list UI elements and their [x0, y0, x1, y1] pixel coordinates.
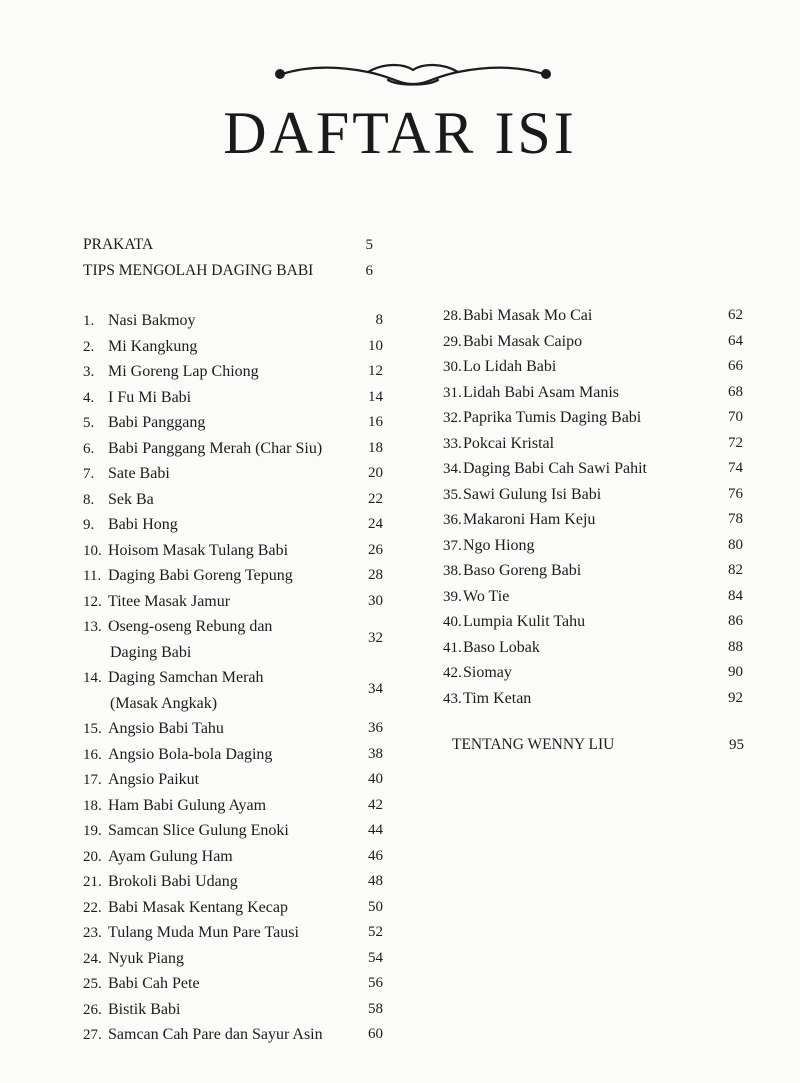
entry-label: Wo Tie [463, 587, 510, 605]
entry-number: 18. [83, 797, 102, 814]
entry-page: 18 [368, 439, 383, 456]
entry-label: Babi Hong [108, 516, 178, 533]
toc-entry[interactable] [83, 308, 383, 334]
entry-label: Ham Babi Gulung Ayam [108, 796, 267, 814]
entry-page: 92 [728, 689, 743, 706]
entry-page: 5 [365, 237, 373, 253]
toc-entry[interactable] [443, 405, 743, 431]
entry-page: 32 [368, 630, 383, 646]
toc-column-1 [83, 308, 383, 1048]
entry-number: 8. [83, 491, 95, 508]
toc-entry[interactable] [83, 869, 383, 895]
entry-number: 14. [83, 670, 102, 686]
entry-page: 12 [368, 363, 383, 379]
entry-page: 34 [368, 681, 383, 697]
entry-number: 10. [83, 542, 102, 559]
entry-page: 48 [368, 873, 383, 889]
entry-number: 29. [443, 333, 462, 350]
entry-label: Daging Babi Cah Sawi Pahit [463, 460, 647, 477]
toc-entry[interactable] [83, 818, 383, 844]
entry-number: 16. [83, 746, 102, 763]
toc-entry[interactable] [83, 334, 383, 360]
toc-entry[interactable] [83, 767, 383, 793]
toc-entry[interactable] [83, 461, 383, 487]
toc-entry[interactable] [443, 558, 743, 584]
entry-label: Tulang Muda Mun Pare Tausi [108, 924, 299, 941]
entry-page: 70 [728, 409, 743, 425]
entry-label: Lumpia Kulit Tahu [463, 613, 586, 630]
toc-entry[interactable] [83, 436, 383, 462]
entry-page: 10 [368, 337, 383, 354]
entry-number: 12. [83, 593, 102, 610]
entry-label: Babi Cah Pete [108, 975, 200, 992]
toc-entry[interactable] [83, 971, 383, 997]
entry-label: Angsio Babi Tahu [108, 720, 224, 737]
entry-label: Titee Masak Jamur [108, 592, 231, 610]
entry-number: 2. [83, 338, 95, 355]
toc-entry[interactable] [83, 410, 383, 436]
entry-page: 22 [368, 490, 383, 507]
entry-number: 43. [443, 690, 462, 707]
entry-label: Babi Panggang [108, 414, 206, 431]
entry-label: Nasi Bakmoy [108, 312, 196, 329]
toc-entry[interactable] [83, 589, 383, 615]
toc-entry[interactable] [83, 538, 383, 564]
entry-page: 14 [368, 388, 383, 405]
toc-entry[interactable] [443, 660, 743, 686]
entry-label: I Fu Mi Babi [108, 388, 192, 406]
entry-page: 36 [368, 720, 383, 736]
entry-label: Pokcai Kristal [463, 434, 555, 452]
entry-label-continued: Daging Babi [110, 643, 192, 661]
entry-label: Baso Goreng Babi [463, 562, 582, 579]
entry-label: Babi Masak Mo Cai [463, 307, 593, 324]
entry-number: 27. [83, 1027, 102, 1043]
entry-label: Baso Lobak [463, 638, 540, 656]
entry-page: 84 [728, 587, 743, 604]
entry-page: 24 [368, 516, 383, 532]
entry-page: 42 [368, 796, 383, 813]
entry-page: 80 [728, 536, 743, 553]
entry-page: 90 [728, 664, 743, 680]
toc-entry[interactable] [443, 303, 743, 329]
toc-entry[interactable] [83, 665, 383, 716]
entry-label: Angsio Bola-bola Daging [108, 745, 273, 763]
entry-label: Bistik Babi [108, 1000, 181, 1018]
entry-page: 72 [728, 434, 743, 451]
entry-page: 52 [368, 924, 383, 940]
toc-entry[interactable] [83, 614, 383, 665]
toc-entry[interactable] [443, 482, 743, 508]
entry-label: TIPS MENGOLAH DAGING BABI [83, 262, 314, 279]
toc-entry[interactable] [83, 716, 383, 742]
entry-page: 60 [368, 1026, 383, 1042]
toc-entry[interactable] [83, 793, 383, 819]
entry-page: 38 [368, 745, 383, 762]
toc-entry-prakata[interactable] [83, 232, 383, 258]
entry-number: 22. [83, 899, 102, 916]
entry-page: 44 [368, 822, 383, 838]
entry-label: Lo Lidah Babi [463, 358, 557, 375]
entry-number: 34. [443, 461, 462, 477]
entry-page: 88 [728, 638, 743, 655]
entry-label: Brokoli Babi Udang [108, 873, 238, 890]
entry-page: 16 [368, 414, 383, 430]
entry-number: 3. [83, 364, 95, 380]
entry-page: 8 [375, 312, 383, 328]
toc-entry-tips[interactable] [83, 258, 383, 284]
entry-number: 41. [443, 639, 462, 656]
entry-number: 32. [443, 410, 462, 426]
toc-entry[interactable] [83, 1022, 383, 1048]
entry-label: Daging Samchan Merah [108, 669, 264, 686]
entry-label: Babi Masak Kentang Kecap [108, 898, 288, 916]
entry-label: Babi Masak Caipo [463, 332, 583, 350]
entry-number: 33. [443, 435, 462, 452]
page-title: DAFTAR ISI [223, 100, 577, 166]
entry-number: 31. [443, 384, 462, 401]
toc-entry[interactable] [443, 380, 743, 406]
entry-number: 20. [83, 848, 102, 865]
entry-label: Ngo Hiong [463, 536, 535, 554]
entry-number: 23. [83, 925, 102, 941]
toc-entry[interactable] [83, 997, 383, 1023]
entry-number: 26. [83, 1001, 102, 1018]
entry-page: 40 [368, 771, 383, 787]
entry-page: 50 [368, 898, 383, 915]
entry-label: Samcan Slice Gulung Enoki [108, 822, 289, 839]
entry-page: 74 [728, 460, 743, 476]
entry-number: 24. [83, 950, 102, 967]
entry-page: 78 [728, 511, 743, 527]
entry-label: Oseng-oseng Rebung dan [108, 618, 273, 635]
entry-number: 15. [83, 721, 102, 737]
entry-number: 28. [443, 308, 462, 324]
toc-entry[interactable] [443, 609, 743, 635]
entry-page: 62 [728, 307, 743, 323]
toc-entry[interactable] [83, 385, 383, 411]
entry-page: 64 [728, 332, 743, 349]
entry-page: 95 [729, 737, 744, 753]
entry-page: 30 [368, 592, 383, 609]
entry-label: Nyuk Piang [108, 949, 184, 967]
toc-entry[interactable] [83, 920, 383, 946]
entry-number: 11. [83, 568, 102, 584]
entry-number: 37. [443, 537, 462, 554]
entry-number: 40. [443, 614, 462, 630]
entry-page: 26 [368, 541, 383, 558]
toc-entry[interactable] [83, 359, 383, 385]
entry-label: Babi Panggang Merah (Char Siu) [108, 439, 323, 457]
scroll-ornament-icon [268, 58, 558, 92]
entry-number: 9. [83, 517, 95, 533]
entry-number: 39. [443, 588, 462, 605]
entry-page: 68 [728, 383, 743, 400]
entry-number: 1. [83, 313, 95, 329]
toc-entry[interactable] [83, 487, 383, 513]
entry-number: 30. [443, 359, 462, 375]
toc-entry[interactable] [443, 584, 743, 610]
entry-label: Mi Kangkung [108, 337, 198, 355]
entry-label: Paprika Tumis Daging Babi [463, 409, 642, 426]
entry-number: 17. [83, 772, 102, 788]
front-matter [83, 232, 383, 284]
toc-entry[interactable] [83, 844, 383, 870]
entry-label: Samcan Cah Pare dan Sayur Asin [108, 1026, 323, 1043]
entry-label: Sawi Gulung Isi Babi [463, 485, 602, 503]
toc-entry[interactable] [83, 512, 383, 538]
toc-column-2 [443, 303, 743, 711]
entry-page: 20 [368, 465, 383, 481]
entry-page: 66 [728, 358, 743, 374]
entry-label: Makaroni Ham Keju [463, 511, 596, 528]
entry-number: 19. [83, 823, 102, 839]
entry-label: Daging Babi Goreng Tepung [108, 567, 293, 584]
entry-page: 86 [728, 613, 743, 629]
toc-entry[interactable] [83, 946, 383, 972]
entry-number: 42. [443, 665, 462, 681]
toc-entry[interactable] [83, 563, 383, 589]
entry-label: PRAKATA [83, 236, 154, 253]
toc-entry[interactable] [443, 635, 743, 661]
entry-label: Hoisom Masak Tulang Babi [108, 541, 289, 559]
toc-entry[interactable] [443, 686, 743, 712]
entry-page: 46 [368, 847, 383, 864]
entry-label: Ayam Gulung Ham [108, 847, 233, 865]
entry-number: 7. [83, 466, 95, 482]
entry-label: TENTANG WENNY LIU [452, 736, 615, 753]
entry-number: 25. [83, 976, 102, 992]
entry-page: 82 [728, 562, 743, 578]
toc-entry[interactable] [83, 742, 383, 768]
toc-entry[interactable] [443, 431, 743, 457]
entry-label: Sate Babi [108, 465, 170, 482]
entry-number: 4. [83, 389, 95, 406]
entry-page: 76 [728, 485, 743, 502]
entry-number: 6. [83, 440, 95, 457]
entry-label: Sek Ba [108, 490, 154, 508]
entry-label-continued: (Masak Angkak) [110, 694, 218, 712]
entry-number: 5. [83, 415, 95, 431]
toc-entry[interactable] [83, 895, 383, 921]
toc-entry[interactable] [443, 329, 743, 355]
entry-label: Siomay [463, 664, 512, 681]
entry-page: 54 [368, 949, 383, 966]
entry-number: 36. [443, 512, 462, 528]
entry-label: Mi Goreng Lap Chiong [108, 363, 259, 380]
toc-entry[interactable] [443, 456, 743, 482]
entry-label: Tim Ketan [463, 689, 532, 707]
toc-entry[interactable] [443, 533, 743, 559]
toc-entry[interactable] [443, 507, 743, 533]
entry-label: Angsio Paikut [108, 771, 200, 788]
toc-entry-tentang-penulis[interactable] [452, 732, 744, 758]
entry-label: Lidah Babi Asam Manis [463, 383, 619, 401]
entry-number: 21. [83, 874, 102, 890]
entry-page: 28 [368, 567, 383, 583]
entry-page: 56 [368, 975, 383, 991]
entry-page: 6 [365, 263, 373, 279]
entry-page: 58 [368, 1000, 383, 1017]
entry-number: 35. [443, 486, 462, 503]
toc-entry[interactable] [443, 354, 743, 380]
entry-number: 13. [83, 619, 102, 635]
entry-number: 38. [443, 563, 462, 579]
